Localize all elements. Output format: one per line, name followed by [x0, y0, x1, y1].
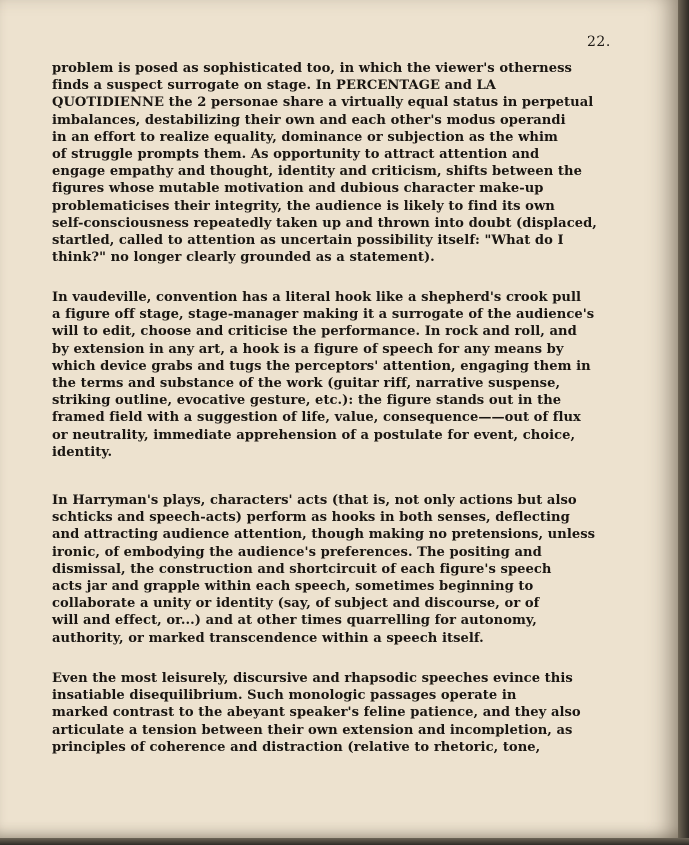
text-line: Even the most leisurely, discursive and rhapsodic speeches evince this	[52, 671, 573, 686]
text-line: QUOTIDIENNE the 2 personae share a virtually equal status in perpetual	[52, 95, 594, 111]
text-line: by extension in any art, a hook is a figure of speech for any means by	[52, 341, 564, 357]
text-line: will to edit, choose and criticise the performance. In rock and roll, and	[52, 324, 577, 340]
text-line: striking outline, evocative gesture, etc.): the figure stands out in the	[52, 393, 562, 409]
text-line: insatiable disequilibrium. Such monologic passages operate in	[52, 688, 517, 704]
text-line: in an effort to realize equality, dominance or subjection as the whim	[52, 129, 558, 145]
text-line: or neutrality, immediate apprehension of a postulate for event, choice,	[52, 427, 576, 443]
text-line: imbalances, destabilizing their own and each other's modus operandi	[52, 112, 566, 128]
text-line: of struggle prompts them. As opportunity to attract attention and	[52, 147, 540, 163]
text-line: acts jar and grapple within each speech, sometimes beginning to	[52, 579, 534, 595]
paragraph-1	[52, 60, 632, 266]
text-line: identity.	[52, 444, 113, 460]
paragraph-2	[52, 289, 632, 461]
text-line: schticks and speech-acts) perform as hooks in both senses, deflecting	[52, 510, 570, 526]
text-line: think?" no longer clearly grounded as a statement).	[52, 250, 435, 266]
text-line: In vaudeville, convention has a literal hook like a shepherd's crook pull	[52, 290, 582, 305]
book-spine-edge	[678, 0, 689, 845]
paragraph-4	[52, 670, 632, 756]
paragraph-3	[52, 492, 632, 647]
text-line: problem is posed as sophisticated too, in which the viewer's otherness	[52, 61, 572, 76]
text-line: startled, called to attention as uncertain possibility itself: "What do I	[52, 233, 564, 249]
text-line: figures whose mutable motivation and dubious character make-up	[52, 181, 544, 197]
text-line: collaborate a unity or identity (say, of subject and discourse, or of	[52, 596, 540, 612]
page-bottom-edge	[0, 838, 689, 845]
text-line: the terms and substance of the work (guitar riff, narrative suspense,	[52, 376, 561, 392]
text-line: dismissal, the construction and shortcircuit of each figure's speech	[52, 561, 552, 577]
text-line: problematicises their integrity, the audience is likely to find its own	[52, 198, 555, 214]
text-line: self-consciousness repeatedly taken up and thrown into doubt (displaced,	[52, 215, 597, 231]
text-line: which device grabs and tugs the perceptors' attention, engaging them in	[52, 358, 591, 374]
page-number: 22.	[587, 34, 611, 50]
text-line: In Harryman's plays, characters' acts (that is, not only actions but also	[52, 493, 577, 508]
text-line: authority, or marked transcendence within a speech itself.	[52, 630, 484, 646]
text-line: and attracting audience attention, though making no pretensions, unless	[52, 527, 596, 543]
text-line: framed field with a suggestion of life, value, consequence——out of flux	[52, 410, 581, 426]
text-line: articulate a tension between their own extension and incompletion, as	[52, 722, 573, 738]
text-line: engage empathy and thought, identity and criticism, shifts between the	[52, 164, 582, 180]
text-line: principles of coherence and distraction (relative to rhetoric, tone,	[52, 739, 541, 755]
text-line: a figure off stage, stage-manager making it a surrogate of the audience's	[52, 307, 595, 323]
text-line: finds a suspect surrogate on stage. In PERCENTAGE and LA	[52, 78, 496, 94]
text-line: ironic, of embodying the audience's preferences. The positing and	[52, 544, 542, 560]
text-line: will and effect, or...) and at other times quarrelling for autonomy,	[52, 613, 537, 629]
text-line: marked contrast to the abeyant speaker's feline patience, and they also	[52, 705, 581, 721]
